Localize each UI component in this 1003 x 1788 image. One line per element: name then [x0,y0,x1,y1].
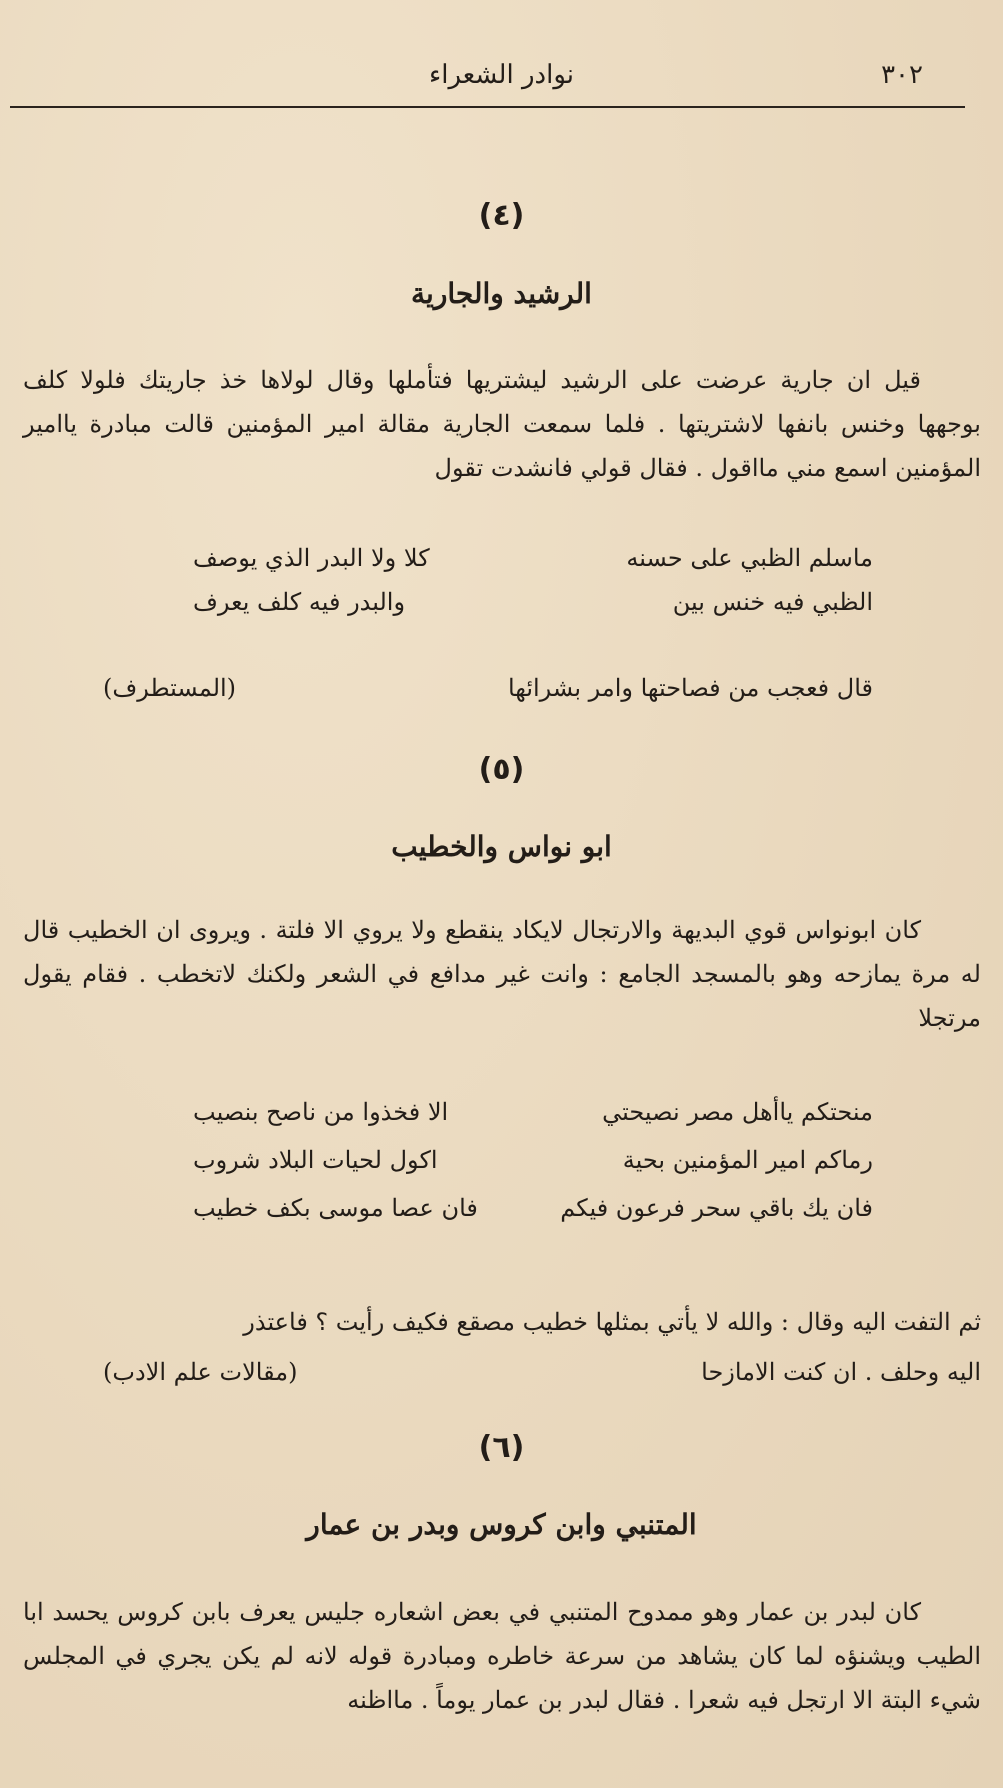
paragraph: كان ابونواس قوي البديهة والارتجال لايكاد ينقطع ولا يروي الا فلتة . ويروى ان الخطيب قال له مرة يمازحه وهو بالمسجد الجامع : وانت غير مدافع في الشعر ولكنك لاتخطب . فقام يقول مرتجلا [23,916,981,1032]
after-verse-text [23,1300,981,1344]
closing-text: اليه وحلف . ان كنت الامازحا [701,1358,981,1386]
section-number: (٤) [478,198,525,233]
verse-line [193,1186,873,1234]
running-title: نوادر الشعراء [429,60,574,90]
verse-line [193,580,873,624]
closing-line [23,1350,981,1394]
first-hemistich: الظبي فيه خنس بين [672,588,873,616]
poem [193,536,873,624]
second-hemistich: الا فخذوا من ناصح بنصيب [193,1098,449,1126]
source-citation: (المستطرف) [103,674,237,702]
paragraph: ثم التفت اليه وقال : والله لا يأتي بمثلها خطيب مصقع فكيف رأيت ؟ فاعتذر [243,1308,981,1336]
poem [193,1090,873,1234]
verse-line [193,536,873,580]
paragraph: قيل ان جارية عرضت على الرشيد ليشتريها فتأملها وقال لولاها خذ جاريتك فلولا كلف بوجهها وخنس بانفها لاشتريتها . فلما سمعت الجارية مقالة امير المؤمنين قالت مبادرة ياامير المؤمنين اسمع مني مااقول . فقال قولي فانشدت تقول [23,366,981,482]
second-hemistich: والبدر فيه كلف يعرف [193,588,406,616]
section-title: المتنبي وابن كروس وبدر بن عمار [306,1508,697,1541]
closing-text: قال فعجب من فصاحتها وامر بشرائها [507,674,873,702]
header-rule [10,106,965,108]
first-hemistich: منحتكم ياأهل مصر نصيحتي [602,1098,873,1126]
page-number: ٣٠٢ [881,60,923,90]
section-prose [23,1590,981,1722]
second-hemistich: فان عصا موسى بكف خطيب [193,1194,478,1222]
second-hemistich: كلا ولا البدر الذي يوصف [193,544,430,572]
section-number: (٦) [478,1430,525,1465]
section-number: (٥) [478,752,525,787]
paragraph: كان لبدر بن عمار وهو ممدوح المتنبي في بعض اشعاره جليس يعرف بابن كروس يحسد ابا الطيب ويشنؤه لما كان يشاهد من سرعة خاطره ومبادرة قوله لانه لم يكن يجري في المجلس شيء البتة الا ارتجل فيه شعرا . فقال لبدر بن عمار يوماً . مااظنه [23,1598,981,1714]
section-prose [23,908,981,1040]
verse-line [193,1090,873,1138]
source-citation: (مقالات علم الادب) [103,1358,298,1386]
first-hemistich: فان يك باقي سحر فرعون فيكم [560,1194,873,1222]
section-title: ابو نواس والخطيب [391,830,612,863]
running-head [0,60,1003,100]
first-hemistich: ماسلم الظبي على حسنه [626,544,873,572]
second-hemistich: اكول لحيات البلاد شروب [193,1146,438,1174]
verse-line [193,1138,873,1186]
closing-line [23,666,981,710]
first-hemistich: رماكم امير المؤمنين بحية [622,1146,873,1174]
section-prose [23,358,981,490]
section-title: الرشيد والجارية [411,277,592,310]
